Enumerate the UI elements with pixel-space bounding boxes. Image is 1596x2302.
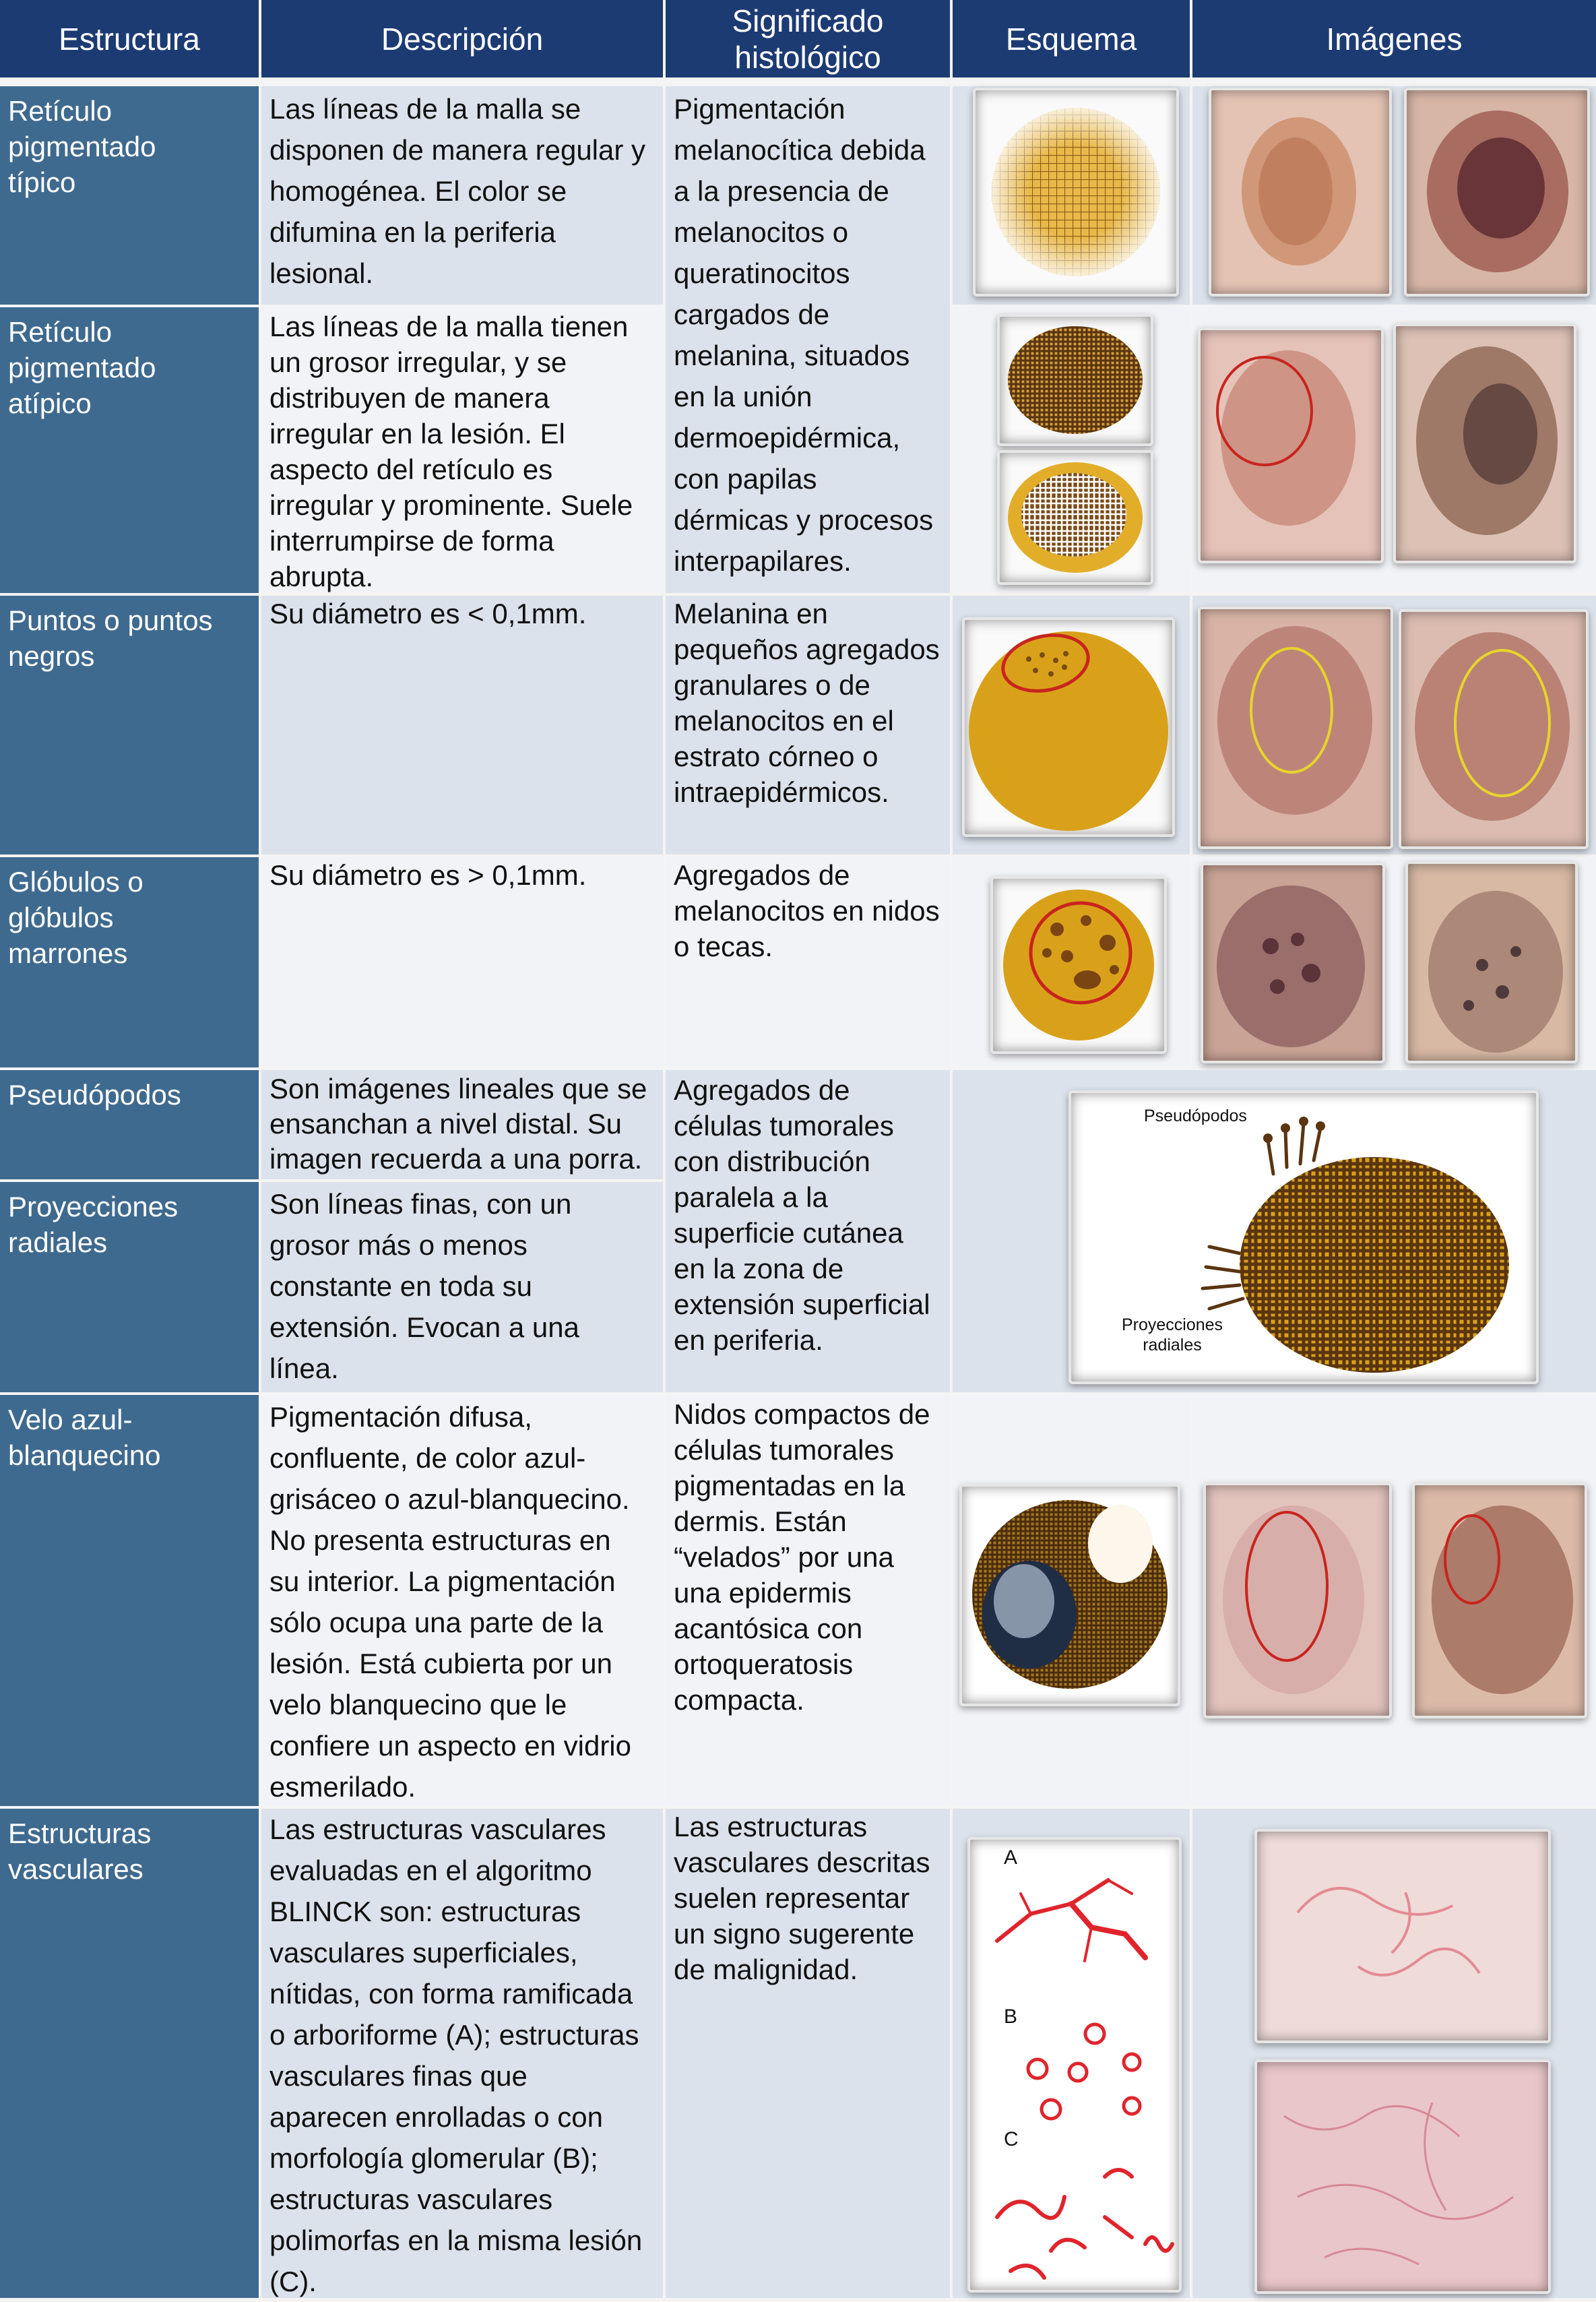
veil-photo-2 xyxy=(1412,1483,1587,1718)
dots-photo-1 xyxy=(1198,606,1393,849)
atypical-network-photo-2 xyxy=(1393,323,1576,563)
label-pseudopods: Pseudópodos xyxy=(1144,1107,1247,1125)
network-meaning: Pigmentación melanocítica debida a la presencia de melanocitos o queratinocitos cargados de melanina, situados en la unión dermoepidérmica, con papilas dérmicas y procesos interpapilares. xyxy=(666,86,950,593)
header-scheme: Esquema xyxy=(953,0,1190,77)
streaks-meaning: Agregados de células tumorales con distribución paralela a la superficie cutánea en la zona de extensión superficial en periferia. xyxy=(666,1070,950,1392)
streaks-scheme xyxy=(1068,1090,1539,1384)
typical-network-photo-2 xyxy=(1404,88,1590,297)
label-radial-1: Proyecciones xyxy=(1121,1315,1223,1334)
vascular-label-a: A xyxy=(1004,1846,1018,1869)
row-radial-name: Proyecciones radiales xyxy=(0,1182,259,1392)
row-typical-network-name: Retículo pigmentado típico xyxy=(0,86,259,305)
row-radial-description: Son líneas finas, con un grosor más o menos constante en toda su extensión. Evocan a una línea. xyxy=(261,1182,663,1392)
dots-photo-2 xyxy=(1399,609,1589,849)
header-structure: Estructura xyxy=(0,0,259,77)
row-globules-meaning: Agregados de melanocitos en nidos o tecas. xyxy=(666,857,950,1067)
header-meaning: Significado histológico xyxy=(666,0,950,77)
vascular-photo-1 xyxy=(1254,1829,1551,2043)
vascular-label-b: B xyxy=(1004,2005,1018,2028)
veil-scheme xyxy=(959,1484,1180,1706)
vascular-photo-2 xyxy=(1254,2059,1551,2294)
row-atypical-network-name: Retículo pigmentado atípico xyxy=(0,307,259,593)
row-pseudopods-name: Pseudópodos xyxy=(0,1070,259,1179)
globules-photo-1 xyxy=(1201,863,1385,1063)
row-veil-description: Pigmentación difusa, confluente, de color azul- grisáceo o azul-blanquecino. No presenta estructuras en su interior. La pigmentación sólo ocupa una parte de la lesión. Está cubierta por un velo blanquecino que le confiere un aspecto en vidrio esmerilado. xyxy=(261,1395,663,1806)
row-globules-name: Glóbulos o glóbulos marrones xyxy=(0,857,259,1067)
globules-scheme xyxy=(990,876,1167,1054)
atypical-network-photo-1 xyxy=(1198,328,1384,563)
typical-network-scheme xyxy=(973,88,1179,297)
row-globules-description: Su diámetro es > 0,1mm. xyxy=(261,857,663,1067)
row-dots-description: Su diámetro es < 0,1mm. xyxy=(261,596,663,854)
globules-photo-2 xyxy=(1405,861,1578,1063)
row-dots-name: Puntos o puntos negros xyxy=(0,596,259,854)
header-images: Imágenes xyxy=(1192,0,1596,77)
typical-network-photo-1 xyxy=(1209,88,1392,297)
dots-scheme xyxy=(962,617,1175,837)
vascular-label-c: C xyxy=(1004,2128,1019,2150)
row-vascular-meaning: Las estructuras vasculares descritas suelen representar un signo sugerente de malignidad. xyxy=(666,1809,950,2298)
row-vascular-description: Las estructuras vasculares evaluadas en el algoritmo BLINCK son: estructuras vasculares superficiales, nítidas, con forma ramificada o arboriforme (A); estructuras vasculares finas que aparecen enrolladas o con morfología glomerular (B); estructuras vasculares polimorfas en la misma lesión (C). xyxy=(261,1809,663,2298)
row-vascular-name: Estructuras vasculares xyxy=(0,1809,259,2298)
row-pseudopods-description: Son imágenes lineales que se ensanchan a nivel distal. Su imagen recuerda a una porra. xyxy=(261,1070,663,1179)
atypical-network-scheme-2 xyxy=(997,450,1153,585)
veil-photo-1 xyxy=(1203,1483,1392,1718)
row-dots-meaning: Melanina en pequeños agregados granulares o de melanocitos en el estrato córneo o intraepidérmicos. xyxy=(666,596,950,854)
row-veil-name: Velo azul- blanquecino xyxy=(0,1395,259,1806)
row-typical-network-description: Las líneas de la malla se disponen de manera regular y homogénea. El color se difumina en la periferia lesional. xyxy=(261,86,663,305)
atypical-network-scheme-1 xyxy=(997,314,1153,446)
label-radial-2: radiales xyxy=(1143,1336,1202,1355)
vascular-scheme xyxy=(967,1837,1182,2293)
header-description: Descripción xyxy=(261,0,663,77)
row-atypical-network-description: Las líneas de la malla tienen un grosor irregular, y se distribuyen de manera irregular en la lesión. El aspecto del retículo es irregular y prominente. Suele interrumpirse de forma abrupta. xyxy=(261,307,663,593)
row-veil-meaning: Nidos compactos de células tumorales pigmentadas en la dermis. Están “velados” por una una epidermis acantósica con ortoqueratosis compacta. xyxy=(666,1395,950,1806)
